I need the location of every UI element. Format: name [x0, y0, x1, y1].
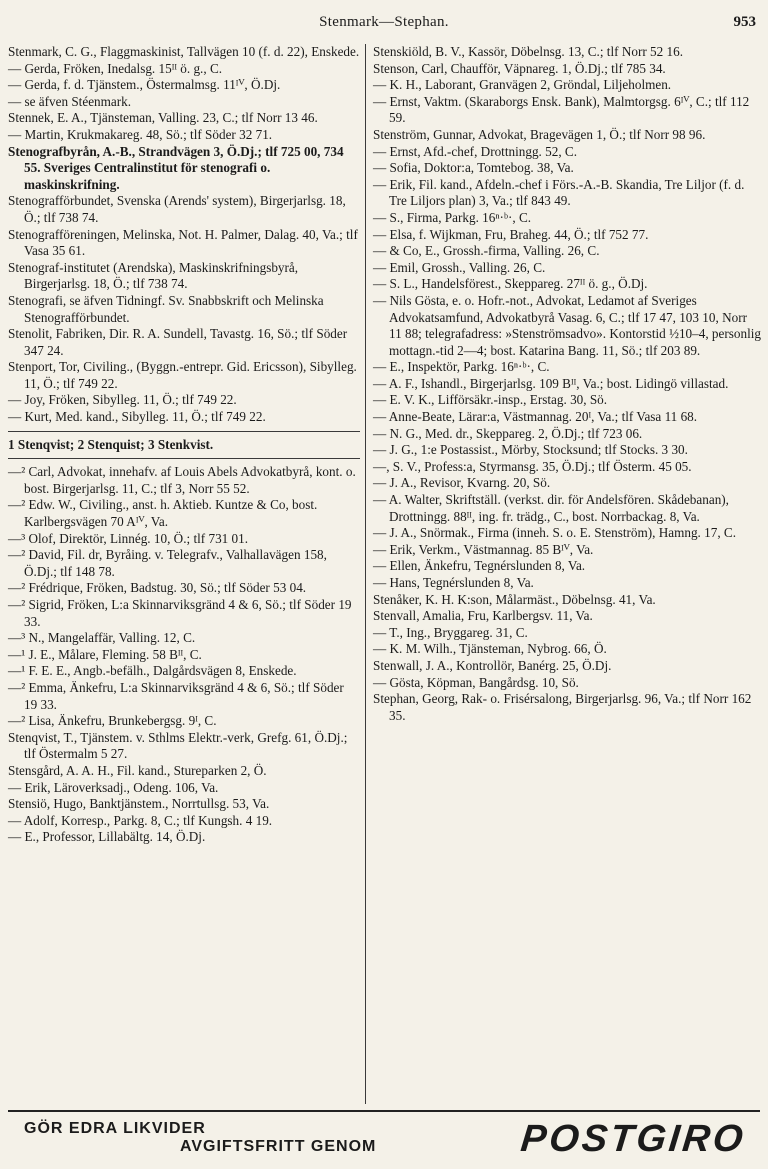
- directory-entry: Stenport, Tor, Civiling., (Byggn.-entrepr. Gid. Ericsson), Sibylleg. 11, Ö.; tlf 749 22.: [8, 359, 357, 391]
- footer-rule: [8, 1110, 760, 1112]
- directory-entry: — J. G., 1:e Postassist., Mörby, Stocksund; tlf Stocks. 3 30.: [373, 442, 688, 458]
- directory-entry: Stephan, Georg, Rak- o. Frisérsalong, Birgerjarlsg. 96, Va.; tlf Norr 162 35.: [373, 691, 752, 723]
- directory-entry: Stenson, Carl, Chaufför, Väpnareg. 1, Ö.Dj.; tlf 785 34.: [373, 60, 666, 76]
- advert-line-2: AVGIFTSFRITT GENOM: [180, 1138, 377, 1155]
- directory-entry: —³ N., Mangelaffär, Valling. 12, C.: [8, 630, 196, 646]
- directory-entry: — A. Walter, Skriftställ. (verkst. dir. för Andelsfören. Skådebanan), Drottningg. 88ᴵᴵ, ing. fr. trädg., C., bost. Norrbackag. 8, Va.: [373, 492, 729, 524]
- directory-entry: — E. V. K., Lifförsäkr.-insp., Erstag. 30, Sö.: [373, 392, 608, 408]
- directory-entry: — A. F., Ishandl., Birgerjarlsg. 109 Bᴵᴵ, Va.; bost. Lidingö villastad.: [373, 375, 729, 391]
- directory-entry: — S. L., Handelsförest., Skeppareg. 27ᴵᴵ ö. g., Ö.Dj.: [373, 276, 648, 292]
- directory-entry: — Adolf, Korresp., Parkg. 8, C.; tlf Kungsh. 4 19.: [8, 812, 273, 828]
- directory-entry: — J. A., Revisor, Kvarng. 20, Sö.: [373, 475, 551, 491]
- directory-entry: —² David, Fil. dr, Byråing. v. Telegrafv., Valhallavägen 158, Ö.Dj.; tlf 148 78.: [8, 547, 327, 579]
- right-column: [373, 44, 761, 724]
- directory-entry: —² Emma, Änkefru, L:a Skinnarviksgränd 4 & 6, Sö.; tlf Söder 19 33.: [8, 679, 344, 712]
- page-number: 953: [733, 14, 756, 30]
- directory-entry: —³ Olof, Direktör, Linnég. 10, Ö.; tlf 731 01.: [8, 530, 249, 546]
- directory-entry: Stenskiöld, B. V., Kassör, Döbelnsg. 13, C.; tlf Norr 52 16.: [373, 44, 683, 59]
- directory-entry: — Gerda, Fröken, Inedalsg. 15ᴵᴵ ö. g., C.: [8, 60, 223, 76]
- directory-entry: — Ernst, Vaktm. (Skaraborgs Ensk. Bank), Malmtorgsg. 6ᴵⱽ, C.; tlf 112 59.: [373, 93, 750, 126]
- directory-entry: — se äfven Stéenmark.: [8, 93, 132, 109]
- running-title: Stenmark—Stephan.: [319, 14, 449, 30]
- directory-entry: Stenolit, Fabriken, Dir. R. A. Sundell, Tavastg. 16, Sö.; tlf Söder 347 24.: [8, 326, 348, 358]
- directory-entry: —¹ J. E., Målare, Fleming. 58 Bᴵᴵ, C.: [8, 646, 202, 662]
- directory-entry: — J. A., Snörmak., Firma (inneh. S. o. E. Stenström), Hamng. 17, C.: [373, 525, 737, 541]
- directory-entry: — Ernst, Afd.-chef, Drottningg. 52, C.: [373, 143, 578, 159]
- directory-entry: —² Lisa, Änkefru, Brunkebergsg. 9ᴵ, C.: [8, 713, 217, 729]
- directory-entry: — Anne-Beate, Lärar:a, Västmannag. 20ᴵ, Va.; tlf Vasa 11 68.: [373, 409, 698, 425]
- directory-entry: —, S. V., Profess:a, Styrmansg. 35, Ö.Dj.; tlf Österm. 45 05.: [373, 458, 692, 474]
- directory-entry: Stenografföreningen, Melinska, Not. H. Palmer, Dalag. 40, Va.; tlf Vasa 35 61.: [8, 226, 358, 259]
- advert-footer: [8, 1118, 760, 1162]
- left-column: [8, 44, 360, 846]
- directory-entry: — & Co, E., Grossh.-firma, Valling. 26, C.: [373, 243, 600, 259]
- directory-entry: Stenografi, se äfven Tidningf. Sv. Snabbskrift och Melinska Stenografförbundet.: [8, 292, 324, 325]
- directory-entry: Stenograf-institutet (Arendska), Maskinskrifningsbyrå, Birgerjarlsg. 18, Ö.; tlf 738 74.: [8, 259, 299, 292]
- column-divider: [365, 44, 366, 1104]
- directory-entry: Stennek, E. A., Tjänsteman, Valling. 23, C.; tlf Norr 13 46.: [8, 110, 318, 126]
- directory-entry: Stensiö, Hugo, Banktjänstem., Norrtullsg. 53, Va.: [8, 796, 270, 812]
- section-heading: 1 Stenqvist; 2 Stenquist; 3 Stenkvist.: [8, 436, 214, 452]
- directory-entry: — Hans, Tegnérslunden 8, Va.: [373, 575, 534, 590]
- directory-entry: — N. G., Med. dr., Skeppareg. 2, Ö.Dj.; tlf 723 06.: [373, 425, 643, 441]
- directory-entry: — E., Professor, Lillabältg. 14, Ö.Dj.: [8, 829, 206, 845]
- directory-entry: — Erik, Läroverksadj., Odeng. 106, Va.: [8, 779, 219, 795]
- directory-entry: — Gösta, Köpman, Bangårdsg. 10, Sö.: [373, 674, 579, 690]
- postgiro-logo: POSTGIRO: [519, 1118, 749, 1160]
- directory-entry: — K. H., Laborant, Granvägen 2, Gröndal, Liljeholmen.: [373, 77, 672, 93]
- directory-entry: Stenografbyrån, A.-B., Strandvägen 3, Ö.Dj.; tlf 725 00, 734 55. Sveriges Centralinstitut för stenografi o. maskinskrifning.: [8, 143, 344, 192]
- right-entries: [373, 44, 761, 724]
- section-rule: [8, 458, 360, 459]
- directory-entry: — Sofia, Doktor:a, Tomtebog. 38, Va.: [373, 160, 574, 176]
- directory-entry: Stenåker, K. H. K:son, Målarmäst., Döbelnsg. 41, Va.: [373, 591, 656, 607]
- directory-entry: — Erik, Fil. kand., Afdeln.-chef i Förs.-A.-B. Skandia, Tre Liljor (f. d. Tre Liljors plan) 3, Va.; tlf 843 49.: [373, 176, 745, 209]
- directory-entry: Stenografförbundet, Svenska (Arends' system), Birgerjarlsg. 18, Ö.; tlf 738 74.: [8, 193, 346, 225]
- directory-entry: Stenmark, C. G., Flaggmaskinist, Tallvägen 10 (f. d. 22), Enskede.: [8, 44, 360, 59]
- directory-entry: — Martin, Krukmakareg. 48, Sö.; tlf Söder 32 71.: [8, 126, 273, 142]
- directory-entry: — Emil, Grossh., Valling. 26, C.: [373, 259, 546, 275]
- left-entries: [8, 44, 360, 426]
- directory-entry: — Nils Gösta, e. o. Hofr.-not., Advokat, Ledamot af Sveriges Advokatsamfund, Advokatbyrå Vasag. 6, C.; tlf 17 47, 103 10, Norr 11 88; telegrafadress: »Stenströmsadvo». Kontorstid ½10–4, personlig mottagn.-tid 2—4; bost. Katarina Bang. 11, Sö.; tlf 203 89.: [373, 292, 762, 358]
- directory-entry: — Kurt, Med. kand., Sibylleg. 11, Ö.; tlf 749 22.: [8, 409, 266, 425]
- directory-entry: — Elsa, f. Wijkman, Fru, Braheg. 44, Ö.; tlf 752 77.: [373, 226, 649, 242]
- directory-entry: —² Edw. W., Civiling., anst. h. Aktieb. Kuntze & Co, bost. Karlbergsvägen 70 Aᴵⱽ, Va.: [8, 497, 318, 530]
- directory-entry: — S., Firma, Parkg. 16ⁿ·ᵇ·, C.: [373, 209, 532, 225]
- directory-entry: — E., Inspektör, Parkg. 16ⁿ·ᵇ·, C.: [373, 359, 550, 375]
- directory-entry: — Erik, Verkm., Västmannag. 85 Bᴵⱽ, Va.: [373, 541, 594, 557]
- directory-entry: Stenström, Gunnar, Advokat, Bragevägen 1, Ö.; tlf Norr 98 96.: [373, 126, 706, 142]
- directory-entry: — Ellen, Änkefru, Tegnérslunden 8, Va.: [373, 558, 586, 574]
- directory-entry: Stenqvist, T., Tjänstem. v. Sthlms Elektr.-verk, Grefg. 61, Ö.Dj.; tlf Östermalm 5 27.: [8, 729, 348, 762]
- directory-entry: —¹ F. E. E., Angb.-befälh., Dalgårdsvägen 8, Enskede.: [8, 663, 297, 679]
- directory-entry: — T., Ing., Bryggareg. 31, C.: [373, 624, 528, 640]
- directory-entry: Stenvall, Amalia, Fru, Karlbergsv. 11, Va.: [373, 608, 593, 624]
- directory-entry: — K. M. Wilh., Tjänsteman, Nybrog. 66, Ö.: [373, 641, 607, 657]
- directory-entry: — Gerda, f. d. Tjänstem., Östermalmsg. 11ᴵⱽ, Ö.Dj.: [8, 77, 281, 93]
- directory-entry: —² Sigrid, Fröken, L:a Skinnarviksgränd 4 & 6, Sö.; tlf Söder 19 33.: [8, 597, 352, 629]
- directory-entry: —² Carl, Advokat, innehafv. af Louis Abels Advokatbyrå, kont. o. bost. Birgerjarlsg. 11, C.; tlf 3, Norr 55 52.: [8, 464, 356, 496]
- directory-entry: —² Frédrique, Fröken, Badstug. 30, Sö.; tlf Söder 53 04.: [8, 580, 307, 596]
- section-rule: [8, 431, 360, 432]
- advert-line-1: GÖR EDRA LIKVIDER: [24, 1120, 206, 1137]
- page-header: [0, 14, 768, 40]
- left-entries-2: [8, 464, 360, 846]
- directory-entry: Stensgård, A. A. H., Fil. kand., Stureparken 2, Ö.: [8, 762, 267, 778]
- directory-entry: Stenwall, J. A., Kontrollör, Banérg. 25, Ö.Dj.: [373, 657, 612, 673]
- directory-entry: — Joy, Fröken, Sibylleg. 11, Ö.; tlf 749 22.: [8, 392, 237, 408]
